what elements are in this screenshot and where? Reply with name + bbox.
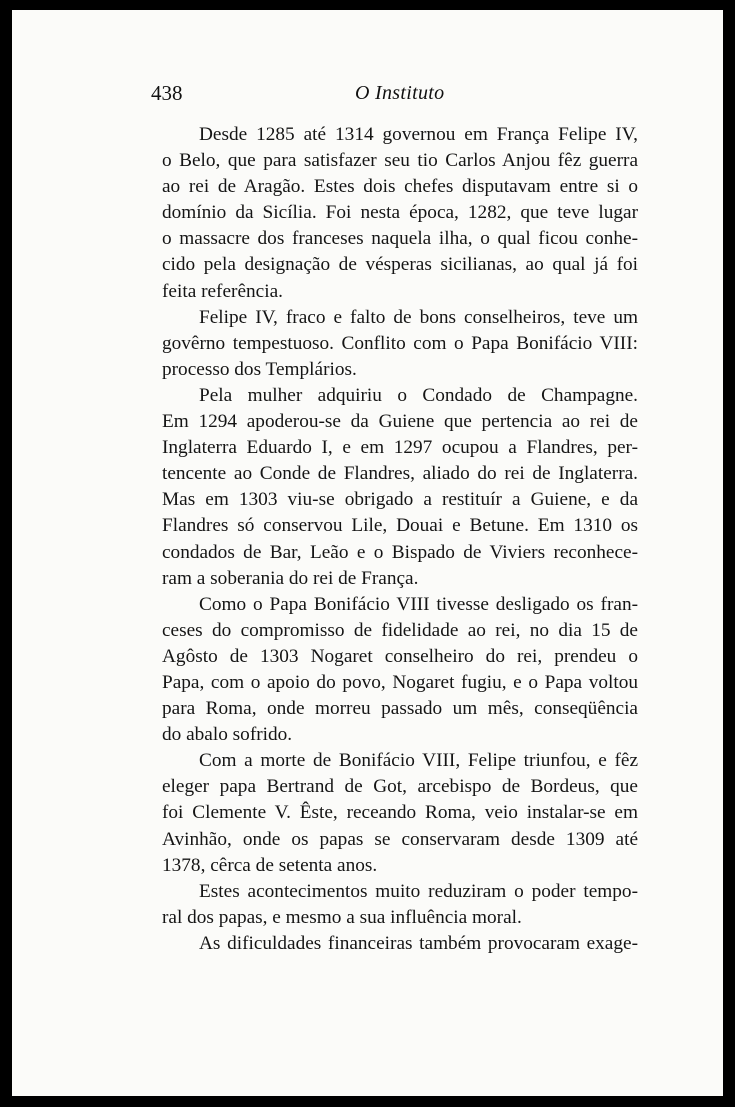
text-line: Flandres só conservou Lile, Douai e Betune. Em 1310 os [162,515,638,537]
text-line: domínio da Sicília. Foi nesta época, 1282, que teve lugar [162,202,638,224]
text-line: Estes acontecimentos muito reduziram o poder tempo- [199,880,638,902]
text-line: Inglaterra Eduardo I, e em 1297 ocupou a Flandres, per- [162,437,638,459]
text-line: Papa, com o apoio do povo, Nogaret fugiu, e o Papa voltou [162,671,638,693]
running-head [151,80,493,110]
text-line: o Belo, que para satisfazer seu tio Carlos Anjou fêz guerra [162,150,638,172]
text-line: Mas em 1303 viu-se obrigado a restituír a Guiene, e da [162,489,638,511]
journal-title: O Instituto [355,82,445,104]
text-line: processo dos Templários. [162,358,357,380]
text-line: foi Clemente V. Êste, receando Roma, veio instalar-se em [162,802,638,824]
text-line: condados de Bar, Leão e o Bispado de Viviers reconhece- [162,541,638,563]
text-line: Desde 1285 até 1314 governou em França Felipe IV, [199,124,638,145]
text-line: Avinhão, onde os papas se conservaram desde 1309 até [162,828,638,850]
text-line: Pela mulher adquiriu o Condado de Champagne. [199,384,638,406]
text-line: ao rei de Aragão. Estes dois chefes disputavam entre si o [162,176,638,198]
text-line: ceses do compromisso de fidelidade ao rei, no dia 15 de [162,619,638,641]
text-line: feita referência. [162,280,283,302]
text-line: para Roma, onde morreu passado um mês, conseqüência [162,698,638,720]
text-line: Agôsto de 1303 Nogaret conselheiro do rei, prendeu o [162,645,638,667]
text-line: 1378, cêrca de setenta anos. [162,854,378,876]
text-line: do abalo sofrido. [162,724,293,746]
text-line: Como o Papa Bonifácio VIII tivesse desligado os fran- [199,593,638,615]
body-text [162,122,638,957]
text-line: o massacre dos franceses naquela ilha, o qual ficou conhe- [162,228,638,250]
text-line: ram a soberania do rei de França. [162,567,419,589]
text-line: ral dos papas, e mesmo a sua influência moral. [162,906,522,928]
page-number: 438 [151,81,183,105]
text-line: eleger papa Bertrand de Got, arcebispo de Bordeus, que [162,776,638,798]
text-line: govêrno tempestuoso. Conflito com o Papa Bonifácio VIII: [162,332,638,354]
text-line: Em 1294 apoderou-se da Guiene que pertencia ao rei de [162,411,638,433]
text-line: cido pela designação de vésperas sicilianas, ao qual já foi [162,254,638,276]
text-line: tencente ao Conde de Flandres, aliado do rei de Inglaterra. [162,463,638,485]
text-line: Felipe IV, fraco e falto de bons conselheiros, teve um [199,306,638,328]
text-line: Com a morte de Bonifácio VIII, Felipe triunfou, e fêz [199,750,638,772]
text-line: As dificuldades financeiras também provocaram exage- [199,932,638,954]
